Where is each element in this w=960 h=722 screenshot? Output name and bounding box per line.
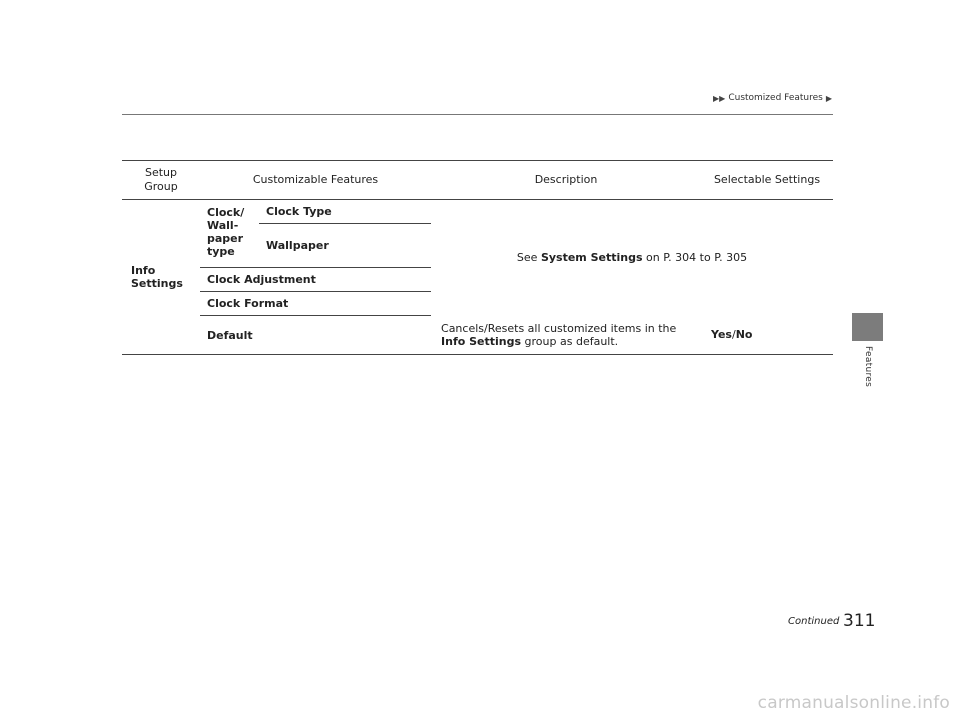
group-label: Info Settings [131,264,183,290]
header-customizable-features: Customizable Features [200,161,431,200]
group-cell [122,200,200,355]
table-row [122,316,833,355]
table-row [122,200,833,224]
page-ref-to[interactable]: P. 305 [714,251,748,265]
clock-format-cell [200,292,431,316]
clock-adjustment-label: Clock Adjustment [207,273,316,286]
watermark: carmanualsonline.info [757,693,950,713]
table-header-row [122,161,833,200]
wallpaper-cell [259,224,431,268]
setting-no: No [735,328,753,342]
page-ref-from[interactable]: P. 304 [663,251,697,265]
default-settings-cell: Yes/No [701,316,833,355]
default-label: Default [207,328,253,342]
clock-type-label: Clock Type [266,205,332,218]
header-description: Description [431,161,701,200]
header-selectable-settings: Selectable Settings [701,161,833,200]
default-cell [200,316,431,355]
clock-type-cell [259,200,431,224]
breadcrumb-arrow-icon: ▶▶ [713,93,726,103]
chapter-tab-label: Features [863,346,873,388]
continued-label: Continued [788,616,840,627]
breadcrumb-item[interactable]: Customized Features [728,93,823,103]
system-settings-link[interactable]: System Settings [540,251,643,265]
default-description-cell: Cancels/Resets all customized items in the Info Settings group as default. [431,316,701,355]
header-rule [122,114,833,115]
breadcrumb [713,93,832,103]
setting-yes: Yes [711,328,732,342]
wallpaper-label: Wallpaper [266,239,329,252]
clock-wallpaper-type-label: Clock/ Wall- paper type [207,206,245,258]
see-reference-cell: See System Settings on P. 304 to P. 305 [516,251,748,265]
clock-adjustment-cell [200,268,431,292]
clock-format-label: Clock Format [207,297,289,310]
clock-wallpaper-type-cell [200,200,259,268]
breadcrumb-arrow-icon: ▶ [825,93,832,103]
chapter-tab[interactable] [852,313,883,341]
page-number: 311 [843,611,876,631]
header-setup-group: Setup Group [122,161,200,200]
customized-features-table [122,160,833,355]
